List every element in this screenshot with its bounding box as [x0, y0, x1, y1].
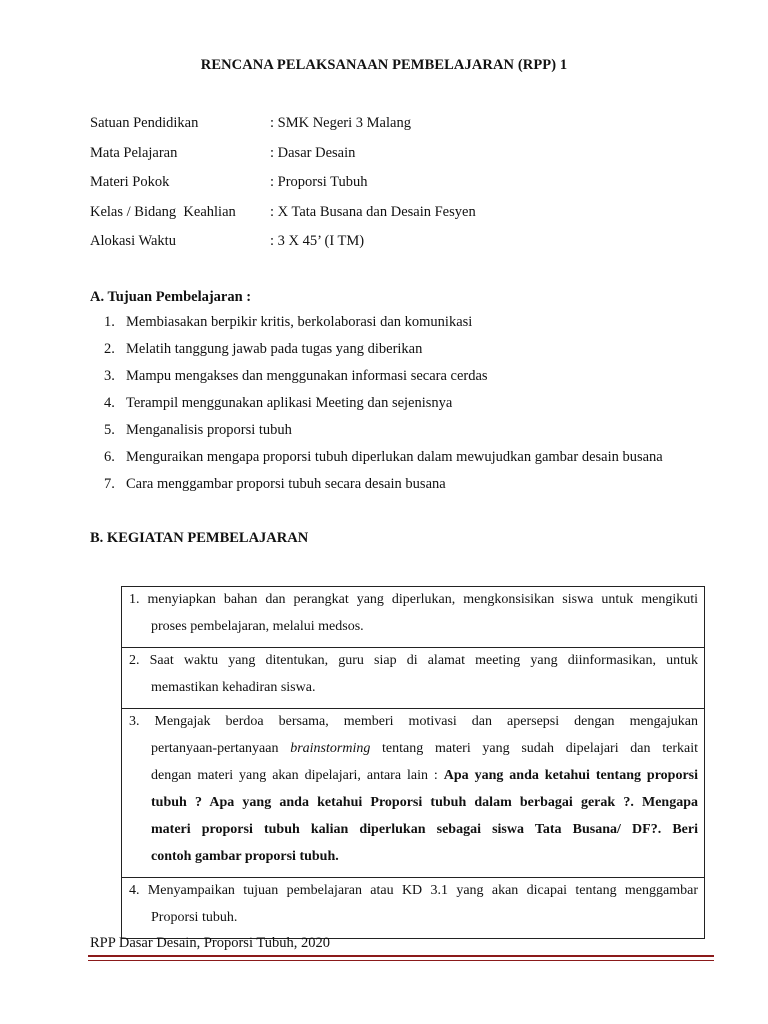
step-text: tentang materi yang sudah dipelajari dan terkait	[370, 741, 698, 756]
step-line: 4. Menyampaikan tujuan pembelajaran atau KD 3.1 yang akan dicapai tentang menggambar	[129, 883, 698, 898]
table-row	[122, 587, 704, 647]
footer-rule	[88, 960, 714, 961]
info-value: : Dasar Desain	[270, 144, 356, 161]
step-line: 3. Mengajak berdoa bersama, memberi motivasi dan apersepsi dengan mengajukan	[129, 714, 698, 729]
item-text: Membiasakan berpikir kritis, berkolaborasi dan komunikasi	[126, 314, 473, 330]
table-row	[122, 708, 704, 877]
step-line: Proporsi tubuh.	[151, 910, 238, 925]
item-number: 7.	[104, 476, 115, 492]
info-value: : X Tata Busana dan Desain Fesyen	[270, 203, 476, 220]
item-number: 4.	[104, 395, 115, 411]
step-line: tubuh ? Apa yang anda ketahui Proporsi tubuh dalam berbagai gerak ?. Mengapa	[151, 795, 698, 810]
item-text: Terampil menggunakan aplikasi Meeting dan sejenisnya	[126, 395, 453, 411]
step-line: materi proporsi tubuh kalian diperlukan sebagai siswa Tata Busana/ DF?. Beri	[151, 822, 698, 837]
step-line: proses pembelajaran, melalui medsos.	[151, 619, 364, 634]
info-value: : 3 X 45’ (I TM)	[270, 233, 365, 249]
item-number: 2.	[104, 341, 115, 357]
info-label: Mata Pelajaran	[90, 144, 178, 161]
item-text: Menguraikan mengapa proporsi tubuh diperlukan dalam mewujudkan gambar desain busana	[126, 449, 663, 465]
list-item	[104, 422, 663, 449]
item-number: 5.	[104, 422, 115, 438]
step-text-italic: brainstorming	[290, 741, 371, 756]
info-label: Alokasi Waktu	[90, 233, 176, 249]
item-text: Menganalisis proporsi tubuh	[126, 422, 292, 438]
activities-table	[121, 586, 705, 939]
table-row	[122, 647, 704, 708]
step-line: memastikan kehadiran siswa.	[151, 680, 316, 695]
info-label: Materi Pokok	[90, 174, 170, 190]
item-text: Mampu mengakses dan menggunakan informasi secara cerdas	[126, 368, 488, 384]
step-text: dengan materi yang akan dipelajari, antara lain :	[151, 768, 444, 783]
list-item	[104, 368, 663, 395]
item-number: 6.	[104, 449, 115, 465]
step-line: 2. Saat waktu yang ditentukan, guru siap di alamat meeting yang diinformasikan, untuk	[129, 653, 698, 668]
info-label: Kelas / Bidang Keahlian	[90, 203, 236, 220]
list-item	[104, 314, 663, 341]
step-line: contoh gambar proporsi tubuh.	[151, 849, 339, 864]
learning-goals-list	[104, 314, 663, 503]
table-row	[122, 877, 704, 938]
document-title: RENCANA PELAKSANAAN PEMBELAJARAN (RPP) 1	[200, 57, 568, 73]
item-number: 1.	[104, 314, 115, 330]
item-text: Melatih tanggung jawab pada tugas yang diberikan	[126, 341, 423, 357]
step-line	[129, 765, 698, 792]
footer-rule	[88, 955, 714, 957]
item-number: 3.	[104, 368, 115, 384]
section-b-heading: B. KEGIATAN PEMBELAJARAN	[90, 530, 309, 546]
list-item	[104, 395, 663, 422]
list-item	[104, 476, 663, 503]
step-text: pertanyaan-pertanyaan	[151, 741, 291, 756]
list-item	[104, 449, 663, 476]
info-label: Satuan Pendidikan	[90, 115, 199, 131]
info-value: : Proporsi Tubuh	[270, 174, 368, 190]
step-line: 1. menyiapkan bahan dan perangkat yang diperlukan, mengkonsisikan siswa untuk mengikuti	[129, 592, 698, 607]
section-a-heading: A. Tujuan Pembelajaran :	[90, 289, 252, 305]
list-item	[104, 341, 663, 368]
step-line	[129, 738, 698, 765]
info-value: : SMK Negeri 3 Malang	[270, 115, 411, 131]
item-text: Cara menggambar proporsi tubuh secara desain busana	[126, 476, 446, 492]
step-text-bold: Apa yang anda ketahui tentang proporsi	[443, 768, 698, 783]
page-footer: RPP Dasar Desain, Proporsi Tubuh, 2020	[90, 935, 330, 951]
